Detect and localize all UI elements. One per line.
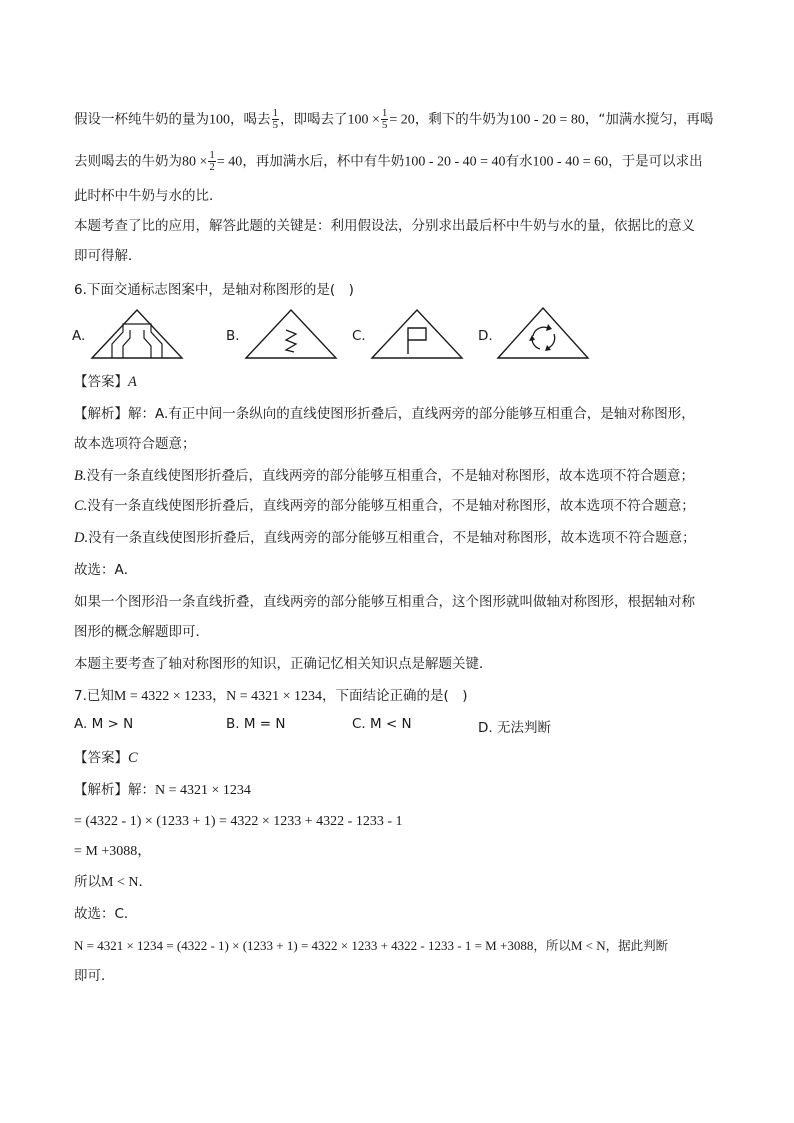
q7-choose: 故选：C． [74,906,138,922]
text: ，“加满水搅匀，再喝 [584,111,714,128]
q7-option-a: A. M > N [74,716,134,732]
text: 去则喝去的牛奶为 [74,153,182,170]
q7-option-c: C. M < N [352,716,412,732]
numerator: 1 [272,107,278,119]
math: 100 × [347,112,380,128]
math: N = 4321 × 1234 [155,783,251,798]
option-letter: D. [74,530,89,546]
q6-expl-line1: 如果一个图形沿一条直线折叠，直线两旁的部分能够互相重合，这个图形就叫做轴对称图形，根据轴对称 [74,594,695,610]
analysis-label: 【解析】 [74,406,128,422]
numerator: 1 [209,149,215,161]
text: ，据此判断 [605,938,669,953]
math: 80 × [182,154,208,170]
para1-line5: 即可得解． [74,248,142,264]
q7-title [74,686,468,707]
sign-b-zigzag-icon [244,308,338,360]
q6-title: 6.下面交通标志图案中，是轴对称图形的是( ) [74,282,354,298]
denominator: 5 [272,119,278,131]
text: ． [138,874,152,890]
q6-answer [74,372,137,392]
para1-line1 [74,108,713,131]
q7-option-b: B. M = N [226,716,286,732]
para1-line3: 此时杯中牛奶与水的比． [74,188,223,204]
text: ，剩下的牛奶为 [414,111,510,128]
denominator: 5 [381,119,388,131]
q6-analysis-c [74,496,695,516]
number: 100 [209,112,230,128]
q6-choose: 故选：A． [74,562,138,578]
fraction [272,108,280,131]
math: M = 4322 × 1233，N = 4321 × 1234 [113,689,323,704]
option-letter: C. [74,498,88,514]
q7-step-3: = M +3088， [74,844,152,859]
q6-expl-line2: 图形的概念解题即可． [74,624,209,640]
math: 100 - 20 = 80 [509,112,585,128]
analysis-label: 【解析】 [74,782,128,798]
denominator: 2 [209,161,215,173]
answer-value: A [128,374,137,390]
text: ，下面结论正确的是( ) [322,688,468,704]
sign-c-parking-icon [370,308,464,360]
numerator: 1 [381,107,388,119]
q7-expl-line2: 即可． [74,968,115,984]
text: ，所以 [533,938,571,953]
text: 解：A.有正中间一条纵向的直线使图形折叠后，直线两旁的部分能够互相重合，是轴对称图形， [128,406,695,422]
q6-option-b-label: B. [226,328,240,344]
math: = 20 [389,112,415,128]
q7-expl-line1 [74,936,668,956]
q6-option-d-label: D. [478,328,493,344]
answer-value: C [128,750,138,766]
math: N = 4321 × 1234 = (4322 - 1) × (1233 + 1) = 4322 × 1233 + 4322 - 1233 - 1 = M +3088 [74,938,534,953]
q7-step-4 [74,872,152,893]
text: 7.已知 [74,688,114,704]
text: ，喝去 [230,111,271,128]
para1-line4: 本题考查了比的应用，解答此题的关键是：利用假设法，分别求出最后杯中牛奶与水的量，依据比的意义 [74,218,695,234]
math: 100 - 20 - 40 = 40 [404,154,506,170]
sign-d-roundabout-icon [496,306,590,360]
text: 没有一条直线使图形折叠后，直线两旁的部分能够互相重合，不是轴对称图形，故本选项不符合题意； [88,530,696,546]
sign-a-road-icon [90,308,184,360]
text: 没有一条直线使图形折叠后，直线两旁的部分能够互相重合，不是轴对称图形，故本选项不符合题意； [86,468,694,484]
q6-option-c-label: C. [352,328,366,344]
math: M < N [570,938,606,953]
q6-summary: 本题主要考查了轴对称图形的知识，正确记忆相关知识点是解题关键． [74,656,493,672]
q6-analysis-b [74,466,694,486]
text: 解： [128,782,155,798]
q6-option-a-label: A. [72,328,86,344]
answer-label: 【答案】 [74,750,128,766]
math: M < N [101,875,139,890]
q7-step-2: = (4322 - 1) × (1233 + 1) = 4322 × 1233 + 4322 - 1233 - 1 [74,814,403,829]
q7-answer [74,748,138,768]
q7-option-d: D. 无法判断 [478,720,551,736]
q6-analysis-line1 [74,404,695,424]
q6-analysis-d [74,528,696,548]
q7-analysis-line1 [74,780,251,801]
option-letter: B. [74,468,87,484]
text: 有水 [505,153,533,170]
text: ，于是可以求出 [608,153,703,170]
text: 没有一条直线使图形折叠后，直线两旁的部分能够互相重合，不是轴对称图形，故本选项不符合题意； [87,498,695,514]
text: ，即喝去了 [280,111,348,128]
text: 所以 [74,874,101,890]
fraction [381,108,389,131]
text: ，再加满水后，杯中有牛奶 [242,153,405,170]
math: = 40 [216,154,243,170]
math: 100 - 40 = 60 [532,154,609,170]
text: 假设一杯纯牛奶的量为 [74,111,209,128]
fraction [208,150,216,173]
answer-label: 【答案】 [74,374,128,390]
para1-line2 [74,150,703,173]
q6-analysis-line2: 故本选项符合题意； [74,436,196,452]
